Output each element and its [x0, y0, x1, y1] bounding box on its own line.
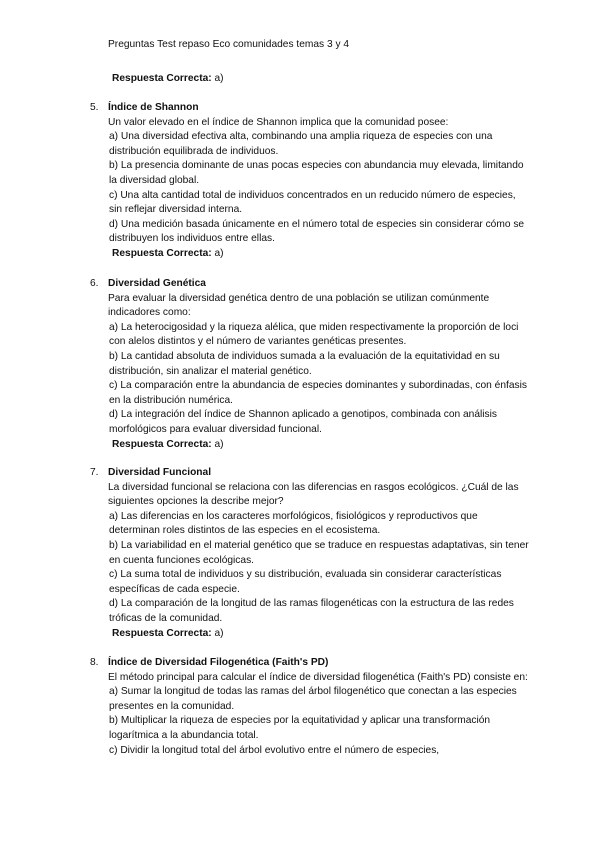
option-b: b) La presencia dominante de unas pocas especies con abundancia muy elevada, limitando la diversidad global. [109, 160, 524, 186]
option-b: b) Multiplicar la riqueza de especies por la equitatividad y aplicar una transformación logarítmica a la abundancia total. [109, 715, 491, 741]
answer-label: Respuesta Correcta: [112, 247, 212, 259]
option-c: c) Una alta cantidad total de individuos concentrados en un reducido número de especies, sin reflejar diversidad interna. [109, 189, 516, 216]
question-heading [90, 656, 530, 671]
question-6 [90, 277, 530, 452]
question-intro: La diversidad funcional se relaciona con las diferencias en rasgos ecológicos. ¿Cuál de las siguientes opciones la describe mejor? [108, 481, 519, 508]
question-title: Índice de Shannon [108, 102, 199, 113]
question-8 [90, 656, 530, 758]
question-number: 7. [90, 467, 99, 478]
answer-label: Respuesta Correcta: [112, 73, 212, 84]
option-b: b) La cantidad absoluta de individuos sumada a la evaluación de la equitatividad en su distribución, sin analizar el material genético. [109, 350, 500, 377]
question-answer [90, 438, 530, 453]
option-d: d) La integración del índice de Shannon aplicado a genotipos, combinada con análisis morfológicos para evaluar diversidad funcional. [109, 409, 497, 435]
option-a: a) Una diversidad efectiva alta, combinando una amplia riqueza de especies con una distribución equilibrada de individuos. [109, 131, 493, 157]
question-heading [90, 101, 530, 116]
question-number: 6. [90, 278, 99, 289]
question-heading [90, 277, 530, 292]
option-d: d) La comparación de la longitud de las ramas filogenéticas con la estructura de las redes tróficas de la comunidad. [109, 598, 514, 624]
answer-value: a) [214, 73, 224, 84]
question-5 [90, 101, 530, 262]
question-number: 8. [90, 657, 99, 668]
option-c: c) La comparación entre la abundancia de especies dominantes y subordinadas, con énfasis en la distribución numérica. [109, 380, 527, 406]
option-c: c) Dividir la longitud total del árbol evolutivo entre el número de especies, [109, 744, 440, 756]
question-7 [90, 466, 530, 641]
answer-value: a) [214, 247, 224, 259]
page-header: Preguntas Test repaso Eco comunidades temas 3 y 4 [108, 39, 350, 50]
question-title: Diversidad Funcional [108, 467, 212, 478]
option-d: d) Una medición basada únicamente en el número total de especies sin considerar cómo se distribuyen los individuos entre ellas. [109, 218, 525, 245]
question-title: Índice de Diversidad Filogenética (Faith's PD) [108, 657, 329, 668]
answer-label: Respuesta Correcta: [112, 438, 212, 450]
question-number: 5. [90, 102, 99, 113]
question-intro: El método principal para calcular el índice de diversidad filogenética (Faith's PD) consiste en: [108, 671, 528, 683]
option-a: a) La heterocigosidad y la riqueza alélica, que miden respectivamente la proporción de loci con alelos distintos y el número de variantes genéticas presentes. [109, 321, 519, 348]
question-intro: Para evaluar la diversidad genética dentro de una población se utilizan comúnmente indicadores como: [108, 292, 490, 319]
option-a: a) Sumar la longitud de todas las ramas del árbol filogenético que conectan a las especies presentes en la comunidad. [109, 686, 517, 712]
answer-value: a) [214, 438, 224, 450]
question-intro: Un valor elevado en el índice de Shannon implica que la comunidad posee: [108, 116, 449, 128]
first-answer [112, 72, 224, 87]
question-answer [90, 627, 530, 642]
answer-label: Respuesta Correcta: [112, 627, 212, 639]
answer-value: a) [214, 627, 224, 639]
question-answer [90, 247, 530, 262]
question-heading [90, 466, 530, 481]
option-a: a) Las diferencias en los caracteres morfológicos, fisiológicos y reproductivos que determinan roles distintos de las especies en el ecosistema. [109, 510, 478, 537]
option-c: c) La suma total de individuos y su distribución, evaluada sin considerar características específicas de cada especie. [109, 569, 502, 595]
option-b: b) La variabilidad en el material genético que se traduce en respuestas adaptativas, sin tener en cuenta funciones ecológicas. [109, 539, 529, 566]
question-title: Diversidad Genética [108, 278, 206, 289]
